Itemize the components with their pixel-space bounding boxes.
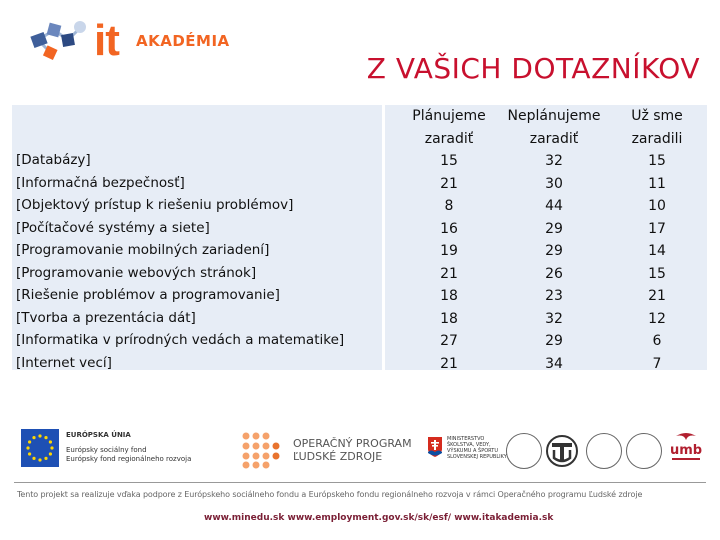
brand-akademia-text: AKADÉMIA: [136, 32, 230, 50]
header-line: Už sme: [631, 108, 683, 124]
table-cell: 21: [440, 175, 458, 192]
table-cell: 27: [440, 333, 458, 349]
table-cell: 12: [648, 310, 666, 327]
table-cell: 29: [545, 243, 563, 259]
row-label: [Riešenie problémov a programovanie]: [16, 287, 280, 303]
eu-flag-icon: [21, 429, 59, 467]
table-cell: 21: [440, 265, 458, 282]
university-seal-icon: [626, 433, 662, 469]
header-line: Plánujeme: [412, 108, 486, 124]
page-title: Z VAŠICH DOTAZNÍKOV: [366, 52, 700, 85]
row-label: [Objektový prístup k riešeniu problémov]: [16, 197, 294, 213]
row-label: [Informačná bezpečnosť]: [16, 174, 185, 191]
table-cell: 34: [545, 355, 563, 372]
op-text: [293, 437, 412, 463]
table-cell: 29: [545, 220, 563, 237]
umb-logo-icon: [666, 432, 706, 466]
footer-divider: [14, 482, 706, 483]
table-cell: 15: [648, 153, 666, 169]
column-divider: [382, 105, 385, 370]
column-uz-sme-zaradili: [608, 105, 706, 375]
row-labels: [16, 149, 344, 374]
row-label: [Internet vecí]: [16, 354, 112, 371]
tu-logo-icon: [546, 432, 578, 470]
table-cell: 21: [440, 355, 458, 372]
table-cell: 11: [648, 175, 666, 192]
slovak-crest-icon: [428, 437, 442, 457]
ministry-line: MINISTERSTVO: [447, 436, 485, 442]
header-line: Neplánujeme: [507, 108, 601, 124]
column-header: [608, 105, 706, 150]
table-cell: 15: [648, 265, 666, 282]
table-cell: 32: [545, 310, 563, 327]
table-cell: 21: [648, 288, 666, 304]
row-label: [Informatika v prírodných vedách a matematike]: [16, 332, 345, 348]
table-cell: 29: [545, 333, 563, 349]
molecule-logo-icon: [28, 18, 98, 68]
ministry-line: SLOVENSKEJ REPUBLIKY: [447, 454, 507, 460]
row-label: [Tvorba a prezentácia dát]: [16, 309, 196, 326]
eu-text: [66, 431, 191, 464]
table-cell: 15: [440, 153, 458, 169]
column-planujeme: [394, 105, 504, 375]
table-cell: 7: [652, 355, 662, 372]
table-cell: 8: [444, 198, 454, 214]
table-cell: 6: [652, 333, 662, 349]
table-cell: 32: [545, 153, 563, 169]
footer: [0, 425, 720, 540]
it-akademia-logo: [28, 14, 230, 74]
brand-it-text: it: [94, 16, 119, 65]
row-label: [Počítačové systémy a siete]: [16, 219, 210, 236]
op-line: OPERAČNÝ PROGRAM: [293, 437, 412, 450]
table-cell: 44: [545, 198, 563, 214]
row-label: [Programovanie mobilných zariadení]: [16, 242, 270, 258]
header-line: zaradiť: [424, 130, 474, 147]
ministry-line: ŠKOLSTVA, VEDY,: [447, 442, 491, 448]
header-line: zaradiť: [529, 130, 579, 147]
table-cell: 16: [440, 220, 458, 237]
university-seal-icon: [506, 433, 542, 469]
eu-line: Európsky fond regionálneho rozvoja: [66, 455, 192, 463]
ministry-line: VÝSKUMU A ŠPORTU: [447, 448, 498, 454]
svg-text:umb: umb: [669, 443, 703, 458]
table-cell: 18: [440, 310, 458, 327]
table-cell: 18: [440, 288, 458, 304]
table-cell: 30: [545, 175, 563, 192]
table-cell: 17: [648, 220, 666, 237]
survey-table: [12, 105, 707, 370]
column-neplanujeme: [498, 105, 610, 375]
column-header: [498, 105, 610, 150]
header-line: zaradili: [631, 130, 683, 147]
op-line: ĽUDSKÉ ZDROJE: [293, 450, 383, 463]
university-seal-icon: [586, 433, 622, 469]
project-text: Tento projekt sa realizuje vďaka podpore z Európskeho sociálneho fondu a Európskeho fondu regionálneho rozvoja v rámci Operačného programu Ľudské zdroje: [17, 490, 643, 499]
table-cell: 19: [440, 243, 458, 259]
eu-line: EURÓPSKA ÚNIA: [66, 431, 131, 439]
table-cell: 14: [648, 243, 666, 259]
column-header: [394, 105, 504, 150]
ministry-text: [447, 436, 507, 460]
footer-urls: www.minedu.sk www.employment.gov.sk/sk/esf/ www.itakademia.sk: [204, 513, 554, 523]
table-cell: 10: [648, 198, 666, 214]
eu-line: Európsky sociálny fond: [66, 446, 147, 454]
table-cell: 23: [545, 288, 563, 304]
row-label: [Programovanie webových stránok]: [16, 264, 257, 281]
op-dots-icon: [241, 431, 285, 469]
table-cell: 26: [545, 265, 563, 282]
row-label: [Databázy]: [16, 152, 91, 168]
